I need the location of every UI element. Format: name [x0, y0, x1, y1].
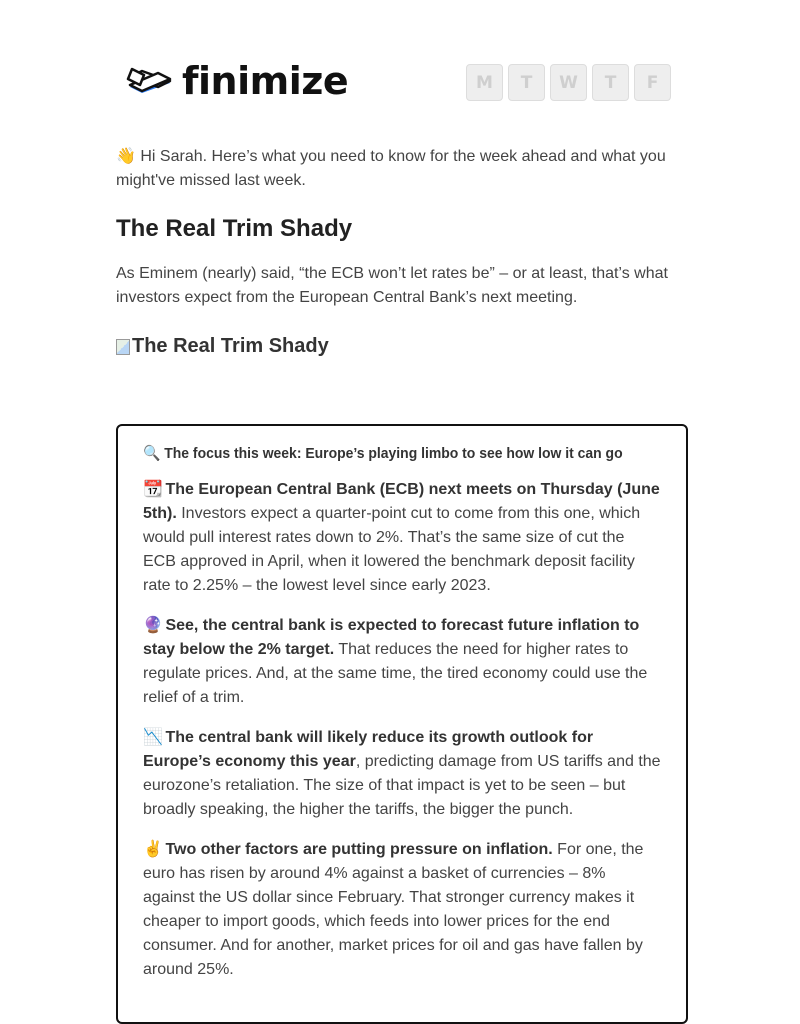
focus-item-bold: The European Central Bank (ECB) next meets on Thursday (June 5th).	[143, 481, 660, 522]
article-lead: As Eminem (nearly) said, “the ECB won’t let rates be” – or at least, that’s what investors expect from the European Central Bank’s next meeting.	[116, 265, 668, 306]
focus-item-bold: The central bank will likely reduce its growth outlook for Europe’s economy this year	[143, 729, 594, 770]
magnifier-icon: 🔍	[143, 445, 161, 462]
focus-item-text: , predicting damage from US tariffs and the eurozone’s retaliation. The size of that impact is yet to be seen – but broadly speaking, the higher the tariffs, the bigger the punch.	[143, 753, 661, 818]
greeting-text: Hi Sarah. Here’s what you need to know for the week ahead and what you might've missed last week.	[116, 148, 666, 189]
focus-item	[143, 478, 661, 598]
focus-item	[143, 614, 661, 710]
article-image	[116, 335, 329, 358]
focus-item	[143, 726, 661, 822]
calendar-icon: 📆	[143, 481, 163, 498]
focus-heading	[143, 444, 625, 462]
finimize-logo[interactable]	[126, 59, 349, 103]
focus-item-text: Investors expect a quarter-point cut to come from this one, which would pull interest rates down to 2%. That’s the same size of cut the ECB approved in April, when it lowered the benchmark deposit facility rate to 2.25% – the lowest level since early 2023.	[143, 505, 641, 594]
finimize-logo-icon	[126, 63, 174, 99]
day-friday[interactable]: F	[634, 64, 671, 101]
chart-down-icon: 📉	[143, 729, 163, 746]
focus-item-bold: Two other factors are putting pressure on inflation.	[161, 841, 553, 858]
victory-hand-icon: ✌️	[143, 841, 163, 858]
focus-box	[116, 424, 688, 1024]
focus-item-text: That reduces the need for higher rates to regulate prices. And, at the same time, the tired economy could use the relief of a trim.	[143, 641, 648, 706]
day-monday[interactable]: M	[466, 64, 503, 101]
broken-image-icon	[116, 339, 130, 355]
brand-name: finimize	[182, 59, 349, 103]
article-title: The Real Trim Shady	[116, 215, 353, 242]
weekday-nav	[466, 64, 676, 101]
greeting	[116, 145, 686, 193]
day-wednesday[interactable]: W	[550, 64, 587, 101]
wave-icon: 👋	[116, 148, 136, 165]
article-image-alt: The Real Trim Shady	[132, 335, 329, 357]
focus-item-text: For one, the euro has risen by around 4% against a basket of currencies – 8% against the US dollar since February. That stronger currency makes it cheaper to import goods, which feeds into lower prices for the end consumer. And for another, market prices for oil and gas have fallen by around 25%.	[143, 841, 644, 978]
focus-item-bold: See, the central bank is expected to forecast future inflation to stay below the 2% target.	[143, 617, 640, 658]
focus-item	[143, 838, 661, 982]
crystal-ball-icon: 🔮	[143, 617, 163, 634]
day-thursday[interactable]: T	[592, 64, 629, 101]
day-tuesday[interactable]: T	[508, 64, 545, 101]
focus-heading-text: The focus this week: Europe’s playing limbo to see how low it can go	[160, 445, 623, 462]
